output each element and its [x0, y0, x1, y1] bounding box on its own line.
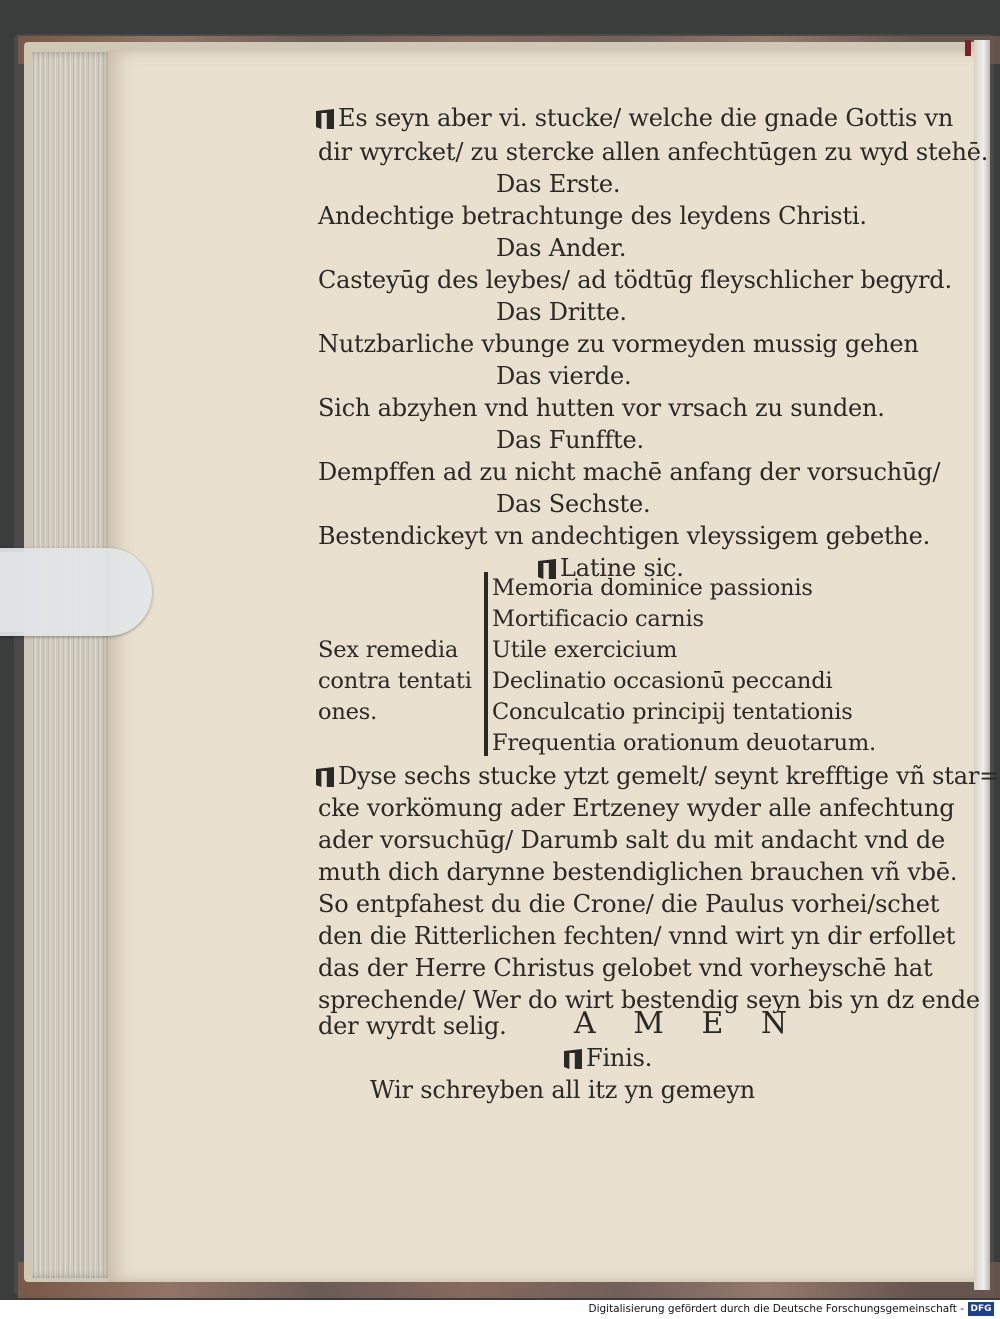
- latin-remedy: Mortificacio carnis: [492, 606, 704, 632]
- latin-remedy: Utile exercicium: [492, 637, 678, 663]
- page-edges: [32, 52, 114, 1278]
- latin-remedy: Frequentia orationum deuotarum.: [492, 730, 876, 756]
- text-line: Dempffen ad zu nicht machē anfang der vorsuchūg/: [318, 458, 941, 486]
- pilcrow-icon: [564, 1049, 582, 1069]
- page-clip: [0, 548, 152, 636]
- text-line: dir wyrcket/ zu stercke allen anfechtūgen zu wyd stehē.: [318, 138, 989, 166]
- text-line: sprechende/ Wer do wirt bestendig seyn bis yn dz ende: [318, 986, 980, 1014]
- text-line: Andechtige betrachtunge des leydens Christi.: [318, 202, 867, 230]
- dfg-logo: DFG: [968, 1302, 994, 1316]
- latin-remedy: Declinatio occasionū peccandi: [492, 668, 833, 694]
- bracket-line: [484, 572, 488, 756]
- catchword-line: Wir schreyben all itz yn gemeyn: [370, 1076, 755, 1104]
- binding-edge: [974, 40, 990, 1290]
- footer-credit: Digitalisierung gefördert durch die Deutsche Forschungsgemeinschaft -: [588, 1303, 964, 1315]
- text-line: den die Ritterlichen fechten/ vnnd wirt yn dir erfollet: [318, 922, 956, 950]
- amen-text: A M E N: [574, 1006, 802, 1041]
- footer-bar: [0, 1300, 1000, 1319]
- text-line: das der Herre Christus gelobet vnd vorheyschē hat: [318, 954, 933, 982]
- latin-heading: Latine sic.: [538, 554, 684, 582]
- section-heading: Das Sechste.: [496, 490, 651, 518]
- text-line: So entpfahest du die Crone/ die Paulus vorhei/schet: [318, 890, 940, 918]
- text-line: Casteyūg des leybes/ ad tödtūg fleyschlicher begyrd.: [318, 266, 952, 294]
- latin-remedy: Conculcatio principij tentationis: [492, 699, 853, 725]
- text-line: der wyrdt selig.: [318, 1012, 507, 1040]
- text-line: cke vorkömung ader Ertzeney wyder alle anfechtung: [318, 794, 955, 822]
- latin-remedy: Memoria dominice passionis: [492, 575, 813, 601]
- text-line: muth dich darynne bestendiglichen brauchen vñ vbē.: [318, 858, 958, 886]
- latin-label: contra tentati: [318, 668, 472, 694]
- text-line: Dyse sechs stucke ytzt gemelt/ seynt krefftige vñ star=: [316, 762, 999, 790]
- text-line: Sich abzyhen vnd hutten vor vrsach zu sunden.: [318, 394, 885, 422]
- section-heading: Das vierde.: [496, 362, 632, 390]
- pilcrow-icon: [316, 109, 334, 129]
- finis-text: Finis.: [564, 1044, 652, 1072]
- section-heading: Das Erste.: [496, 170, 621, 198]
- text-line: Bestendickeyt vn andechtigen vleyssigem gebethe.: [318, 522, 931, 550]
- pilcrow-icon: [316, 767, 334, 787]
- text-line: Es seyn aber vi. stucke/ welche die gnade Gottis vn: [316, 104, 953, 132]
- section-heading: Das Ander.: [496, 234, 627, 262]
- text-line: Nutzbarliche vbunge zu vormeyden mussig gehen: [318, 330, 919, 358]
- latin-label: ones.: [318, 699, 378, 725]
- section-heading: Das Funffte.: [496, 426, 644, 454]
- text-line: ader vorsuchūg/ Darumb salt du mit andacht vnd de: [318, 826, 946, 854]
- latin-label: Sex remedia: [318, 637, 459, 663]
- section-heading: Das Dritte.: [496, 298, 627, 326]
- ribbon-marker: [965, 40, 971, 56]
